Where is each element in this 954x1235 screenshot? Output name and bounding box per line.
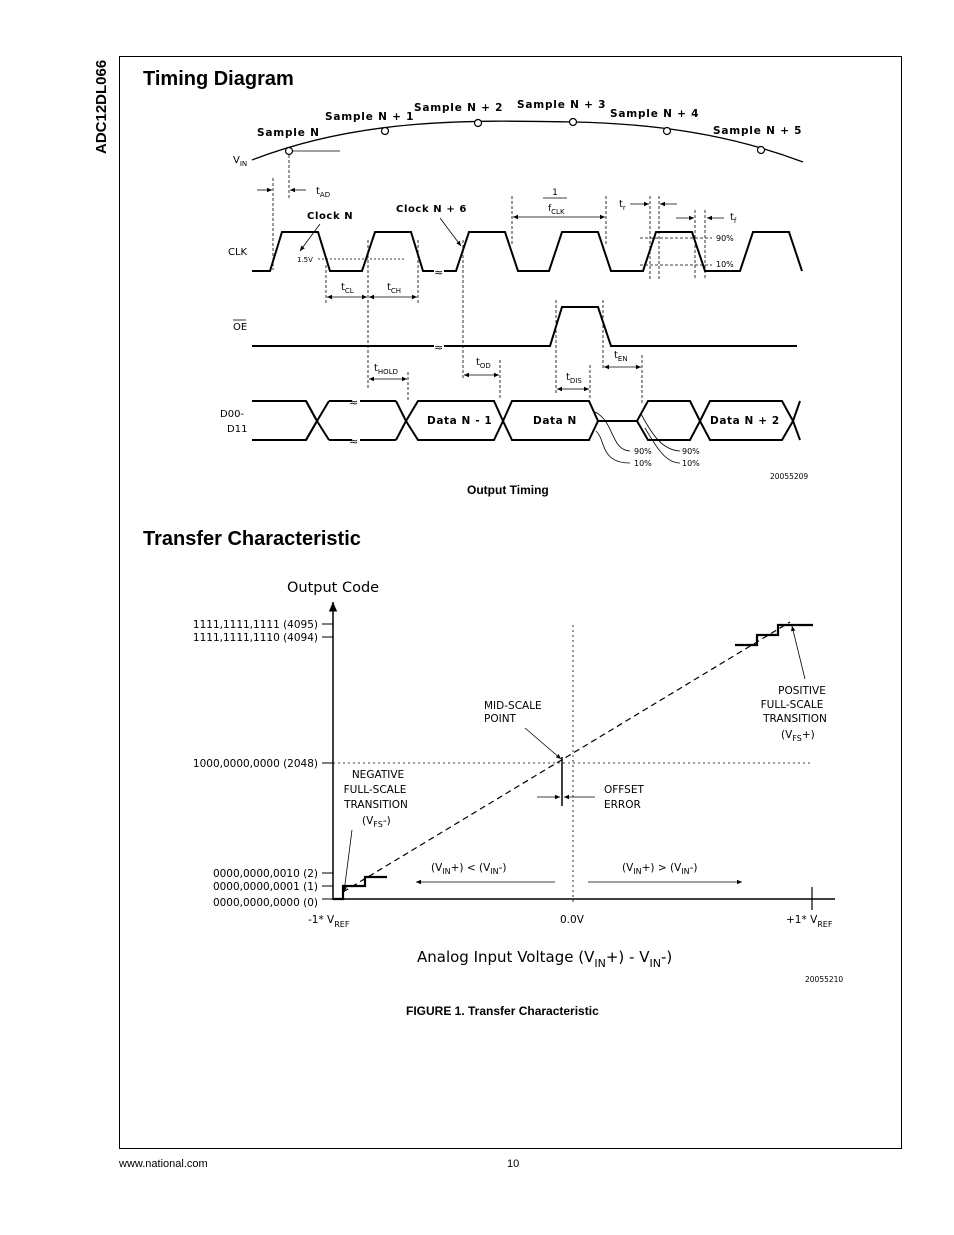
svg-text:90%: 90% [634, 447, 652, 456]
tf-label: $t_f$ [730, 212, 737, 225]
tod-label: $t_{OD}$ [476, 357, 491, 370]
vfsn-label: $(V_{FS}-)$ [362, 815, 391, 829]
midscale-label: POINT [484, 713, 516, 725]
code-label: 0000,0000,0001 (1) [212, 881, 318, 893]
code-label: 0000,0000,0010 (2) [212, 868, 318, 880]
sample-label: Sample N + 3 [517, 99, 607, 111]
xzero-label: 0.0V [560, 914, 584, 926]
negative-label: NEGATIVE [351, 769, 405, 781]
fig-id: 20055209 [770, 472, 809, 481]
offset-label: ERROR [604, 799, 641, 811]
tch-label: $t_{CH}$ [387, 282, 402, 295]
footer-url[interactable]: www.national.com [119, 1158, 208, 1170]
ideal-transfer-line [343, 622, 790, 892]
midscale-label: MID-SCALE [484, 700, 542, 712]
ten-label: $t_{EN}$ [614, 350, 628, 363]
oe-label: OE [233, 322, 248, 333]
d00-label: D00- [220, 409, 245, 420]
code-label: 1111,1111,1110 (4094) [192, 632, 318, 644]
pct-10: 10% [716, 260, 734, 269]
xpos-label: +1* $V_{REF}$ [786, 914, 833, 929]
fclk-label: $f_{CLK}$ [548, 204, 565, 216]
negative-label: TRANSITION [344, 799, 408, 811]
positive-label: POSITIVE [778, 685, 826, 697]
svg-text:≈: ≈ [349, 435, 359, 448]
svg-text:90%: 90% [682, 447, 700, 456]
tad-label: $t_{AD}$ [316, 186, 331, 199]
vin-lt-label: $(V_{IN}+) < (V_{IN}-)$ [431, 862, 507, 876]
sample-point [475, 120, 482, 127]
d11-label: D11 [227, 424, 248, 435]
transfer-caption: FIGURE 1. Transfer Characteristic [406, 1004, 599, 1018]
tcl-label: $t_{CL}$ [341, 282, 354, 295]
code-label: 1111,1111,1111 (4095) [192, 619, 318, 631]
output-code-label: Output Code [287, 580, 380, 596]
data-n2-label: Data N + 2 [710, 415, 780, 427]
svg-text:10%: 10% [634, 459, 652, 468]
svg-text:≈: ≈ [349, 396, 359, 409]
code-label: 0000,0000,0000 (0) [212, 897, 318, 909]
timing-heading: Timing Diagram [143, 68, 294, 90]
sample-label: Sample N [257, 127, 320, 139]
v15-label: 1.5V [297, 256, 313, 264]
xaxis-title: Analog Input Voltage $(V_{IN}+) - V_{IN}-$) [417, 948, 673, 970]
vin-gt-label: $(V_{IN}+) > (V_{IN}-)$ [622, 862, 698, 876]
sample-label: Sample N + 2 [414, 102, 504, 114]
pct-90: 90% [716, 234, 734, 243]
clk-label: CLK [228, 247, 248, 258]
svg-text:≈: ≈ [434, 341, 444, 354]
sample-point [664, 128, 671, 135]
data-n-label: Data N [533, 415, 577, 427]
negative-label: FULL-SCALE [343, 784, 407, 796]
thold-label: $t_{HOLD}$ [374, 363, 398, 376]
staircase-low [333, 877, 387, 899]
timing-diagram [0, 0, 954, 520]
sample-point [382, 128, 389, 135]
transfer-diagram [0, 560, 954, 1000]
tdis-label: $t_{DIS}$ [566, 372, 582, 385]
staircase-high [735, 625, 813, 645]
offset-label: OFFSET [604, 784, 644, 796]
vfsp-label: $(V_{FS}+)$ [781, 729, 815, 743]
svg-text:10%: 10% [682, 459, 700, 468]
positive-label: TRANSITION [763, 713, 827, 725]
timing-caption: Output Timing [467, 483, 549, 497]
sample-point [570, 119, 577, 126]
clock-n-label: Clock N [307, 211, 354, 222]
positive-label: FULL-SCALE [760, 699, 824, 711]
tr-label: $t_r$ [619, 199, 626, 212]
fig-id: 20055210 [805, 975, 844, 984]
svg-text:≈: ≈ [434, 266, 444, 279]
side-title: ADC12DL066 [93, 59, 110, 154]
oe-waveform [252, 307, 797, 346]
xneg-label: -1* $V_{REF}$ [308, 914, 350, 929]
sample-point [286, 148, 293, 155]
code-label: 1000,0000,0000 (2048) [192, 758, 318, 770]
vin-label: $V_{IN}$ [233, 155, 248, 168]
sample-point [758, 147, 765, 154]
sample-label: Sample N + 4 [610, 108, 700, 120]
sample-label: Sample N + 1 [325, 111, 415, 123]
sample-label: Sample N + 5 [713, 125, 803, 137]
page-number: 10 [507, 1158, 520, 1170]
svg-text:1: 1 [552, 188, 558, 198]
data-nm1-label: Data N - 1 [427, 415, 493, 427]
clock-n6-label: Clock N + 6 [396, 204, 467, 215]
transfer-heading: Transfer Characteristic [143, 528, 361, 550]
